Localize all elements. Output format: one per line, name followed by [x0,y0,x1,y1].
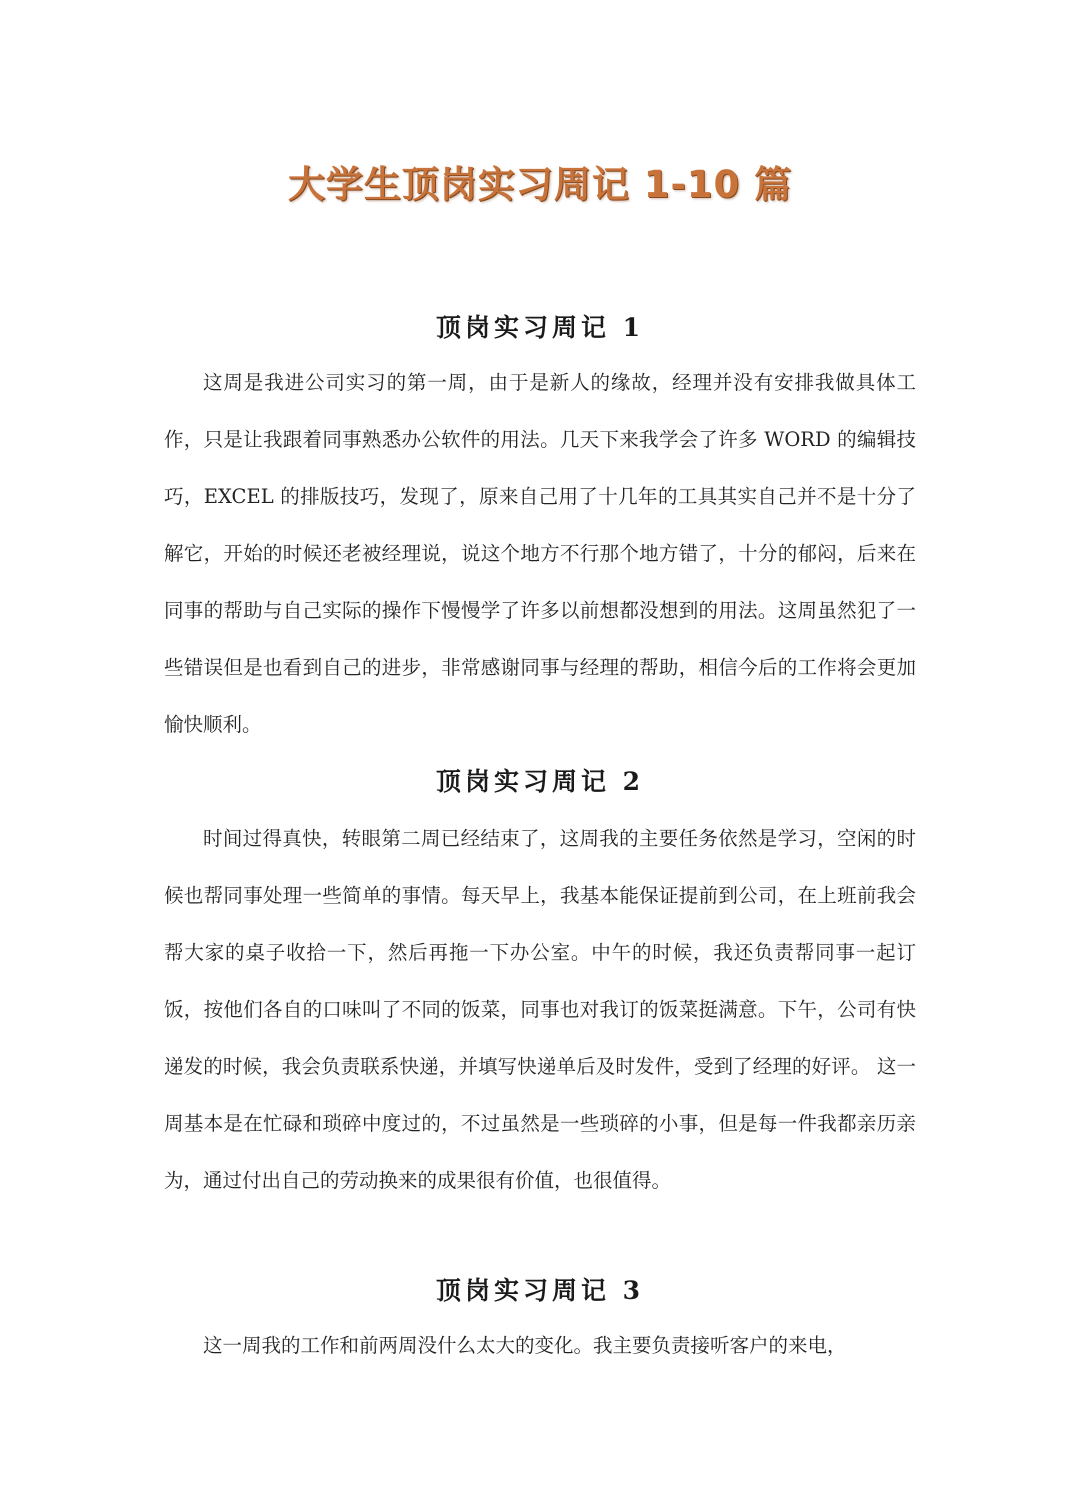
section-heading: 顶岗实习周记 1 [435,313,645,342]
section-paragraph: 这周是我进公司实习的第一周，由于是新人的缘故，经理并没有安排我做具体工作，只是让我跟着同事熟悉办公软件的用法。几天下来我学会了许多 WORD 的编辑技巧，EXCEL 的排版技巧，发现了，原来自己用了十几年的工具其实自己并不是十分了解它，开始的时候还老被经理说，说这个地方不行那个地方错了，十分的郁闷，后来在同事的帮助与自己实际的操作下慢慢学了许多以前想都没想到的用法。这周虽然犯了一些错误但是也看到自己的进步，非常感谢同事与经理的帮助，相信今后的工作将会更加愉快顺利。 [164,371,916,736]
section-heading: 顶岗实习周记 2 [435,767,645,796]
section-paragraph: 时间过得真快，转眼第二周已经结束了，这周我的主要任务依然是学习，空闲的时候也帮同事处理一些简单的事情。每天早上，我基本能保证提前到公司，在上班前我会帮大家的桌子收拾一下，然后再拖一下办公室。中午的时候，我还负责帮同事一起订饭，按他们各自的口味叫了不同的饭菜，同事也对我订的饭菜挺满意。下午，公司有快递发的时候，我会负责联系快递，并填写快递单后及时发件，受到了经理的好评。 这一周基本是在忙碌和琐碎中度过的，不过虽然是一些琐碎的小事，但是每一件我都亲历亲为，通过付出自己的劳动换来的成果很有价值，也很值得。 [164,827,916,1192]
document-title: 大学生顶岗实习周记 1-10 篇 [287,162,793,206]
section-heading: 顶岗实习周记 3 [435,1276,645,1305]
journal-section-2 [164,762,916,1209]
journal-section-1 [164,308,916,753]
section-paragraph: 这一周我的工作和前两周没什么太大的变化。我主要负责接听客户的来电， [203,1334,847,1357]
journal-section-3 [164,1271,916,1374]
